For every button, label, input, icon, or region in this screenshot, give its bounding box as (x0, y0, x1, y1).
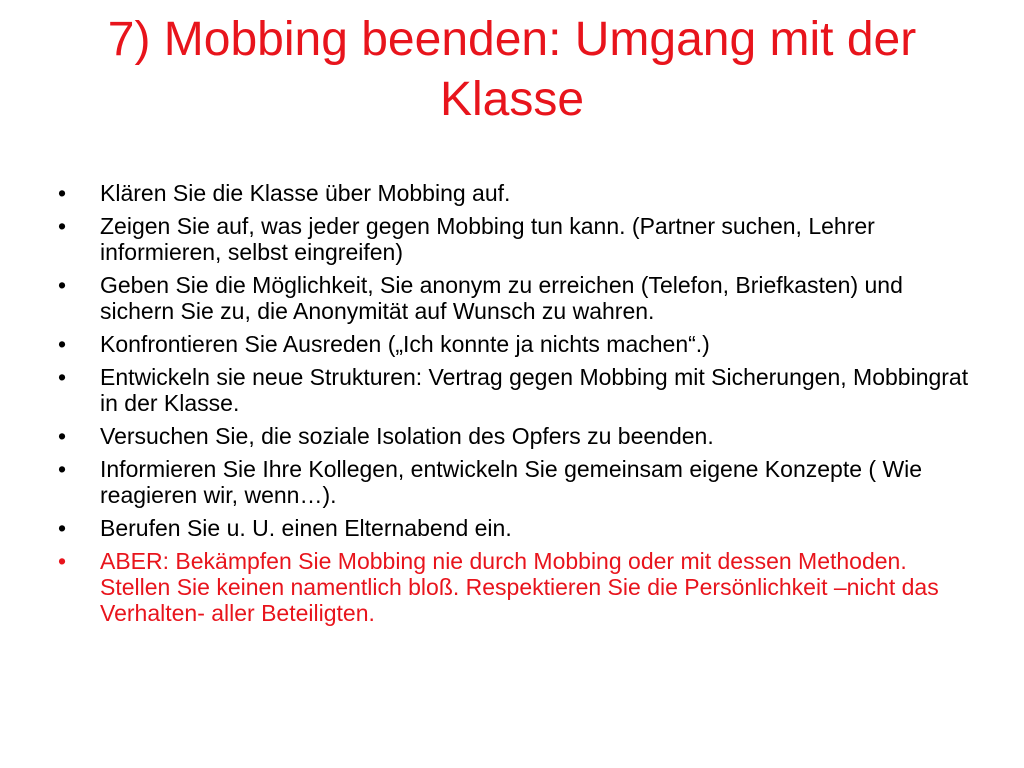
bullet-item-warning (58, 548, 978, 626)
bullet-list (58, 180, 978, 633)
bullet-item (58, 180, 978, 206)
bullet-dot-icon: • (58, 364, 67, 390)
bullet-text: Berufen Sie u. U. einen Elternabend ein. (100, 515, 512, 541)
bullet-text: Geben Sie die Möglichkeit, Sie anonym zu erreichen (Telefon, Briefkasten) und sichern Sie zu, die Anonymität auf Wunsch zu wahren. (100, 272, 903, 324)
bullet-item (58, 515, 978, 541)
bullet-item (58, 331, 978, 357)
bullet-dot-icon: • (58, 456, 67, 482)
bullet-text: Informieren Sie Ihre Kollegen, entwickeln Sie gemeinsam eigene Konzepte ( Wie reagieren wir, wenn…). (100, 456, 923, 508)
bullet-dot-icon: • (58, 423, 67, 449)
bullet-text: Konfrontieren Sie Ausreden („Ich konnte ja nichts machen“.) (100, 331, 710, 357)
bullet-dot-icon: • (58, 272, 67, 298)
slide-title: 7) Mobbing beenden: Umgang mit der Klasse (107, 13, 917, 126)
bullet-dot-icon: • (58, 331, 67, 357)
bullet-text: Klären Sie die Klasse über Mobbing auf. (100, 180, 511, 206)
bullet-item (58, 364, 978, 416)
bullet-item (58, 423, 978, 449)
bullet-dot-icon: • (58, 180, 67, 206)
bullet-text: ABER: Bekämpfen Sie Mobbing nie durch Mobbing oder mit dessen Methoden. Stellen Sie keinen namentlich bloß. Respektieren Sie die Persönlichkeit –nicht das Verhalten- aller Beteiligten. (100, 548, 939, 626)
bullet-text: Versuchen Sie, die soziale Isolation des Opfers zu beenden. (100, 423, 714, 449)
bullet-dot-icon: • (58, 548, 67, 574)
bullet-item (58, 456, 978, 508)
bullet-text: Entwickeln sie neue Strukturen: Vertrag gegen Mobbing mit Sicherungen, Mobbingrat in der Klasse. (100, 364, 969, 416)
bullet-item (58, 213, 978, 265)
bullet-dot-icon: • (58, 213, 67, 239)
bullet-text: Zeigen Sie auf, was jeder gegen Mobbing tun kann. (Partner suchen, Lehrer informieren, selbst eingreifen) (100, 213, 875, 265)
bullet-dot-icon: • (58, 515, 67, 541)
bullet-item (58, 272, 978, 324)
